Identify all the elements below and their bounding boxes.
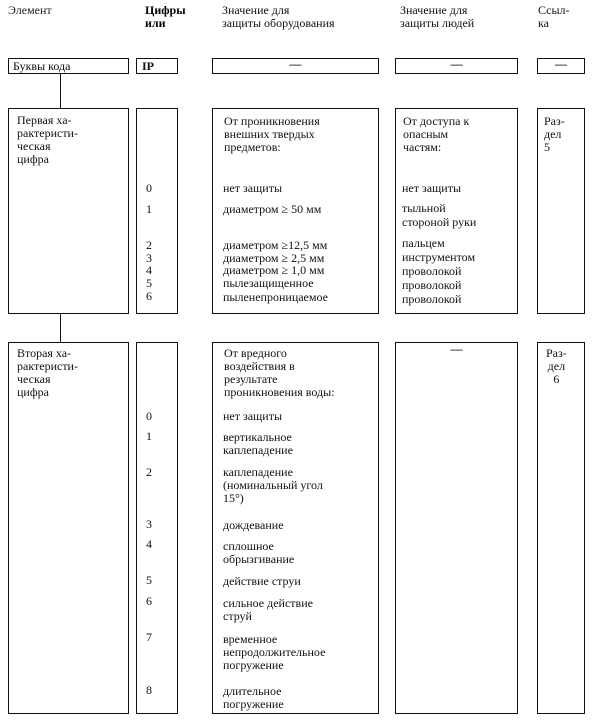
code-people-box	[395, 58, 518, 74]
first-row-4-equipment: диаметром ≥ 1,0 мм	[223, 263, 325, 277]
first-element-box	[8, 108, 129, 314]
header-people: Значение для защиты людей	[400, 3, 475, 30]
second-people-dash: —	[450, 342, 463, 356]
first-row-5-digit: 5	[146, 276, 152, 290]
first-row-5-people: проволокой	[402, 278, 462, 292]
second-element-text: Вторая ха- рактеристи- ческая цифра	[17, 346, 78, 399]
second-reference-text: Раз- дел 6	[546, 346, 567, 386]
code-element-box	[8, 58, 129, 74]
connector-line-2	[60, 314, 61, 342]
first-row-6-digit: 6	[146, 289, 152, 303]
second-people-box	[395, 342, 518, 714]
first-row-2-equipment: диаметром ≥12,5 мм	[223, 238, 328, 252]
code-reference-box	[537, 58, 585, 74]
second-row-1-equipment: вертикальное каплепадение	[223, 430, 293, 457]
first-row-0-equipment: нет защиты	[223, 181, 283, 195]
first-row-4-people: проволокой	[402, 264, 462, 278]
second-row-0-equipment: нет защиты	[223, 409, 283, 423]
code-reference-dash: —	[555, 57, 567, 71]
second-row-3-equipment: дождевание	[223, 518, 284, 532]
first-row-2-digit: 2	[146, 238, 152, 252]
second-row-7-equipment: временное непродолжительное погружение	[223, 632, 326, 672]
first-row-3-people: инструментом	[402, 250, 476, 264]
second-row-6-equipment: сильное действие струй	[223, 596, 313, 623]
header-digits: Цифры или	[145, 3, 186, 30]
second-row-2-equipment: каплепадение (номинальный угол 15°)	[223, 465, 323, 505]
first-row-1-equipment: диаметром ≥ 50 мм	[223, 202, 322, 216]
code-digits-box	[136, 58, 178, 74]
header-element: Элемент	[8, 3, 52, 17]
first-people-intro: От доступа к опасным частям:	[403, 114, 470, 154]
second-row-2-digit: 2	[146, 465, 152, 479]
first-row-0-people: нет защиты	[402, 181, 462, 195]
connector-line-1	[60, 74, 61, 108]
code-equipment-dash: —	[289, 57, 302, 71]
second-row-4-digit: 4	[146, 537, 152, 551]
first-row-4-digit: 4	[146, 263, 152, 277]
first-row-5-equipment: пылезащищенное	[223, 276, 314, 290]
first-reference-text: Раз- дел 5	[544, 114, 565, 154]
first-reference-box	[537, 108, 585, 314]
second-row-5-equipment: действие струи	[223, 574, 301, 588]
first-row-6-equipment: пыленепроницаемое	[223, 290, 328, 304]
first-row-3-equipment: диаметром ≥ 2,5 мм	[223, 251, 325, 265]
code-element-text: Буквы кода	[13, 59, 71, 73]
first-row-1-people: тыльной стороной руки	[402, 201, 477, 229]
second-row-8-equipment: длительное погружение	[223, 684, 284, 711]
second-row-4-equipment: сплошное обрызгивание	[223, 539, 295, 566]
second-element-box	[8, 342, 129, 714]
second-row-6-digit: 6	[146, 594, 152, 608]
code-equipment-box	[212, 58, 379, 74]
second-row-7-digit: 7	[146, 630, 152, 644]
second-row-3-digit: 3	[146, 517, 152, 531]
first-row-3-digit: 3	[146, 251, 152, 265]
first-row-0-digit: 0	[146, 181, 152, 195]
header-reference: Ссыл- ка	[538, 3, 570, 30]
second-row-1-digit: 1	[146, 429, 152, 443]
first-row-2-people: пальцем	[402, 236, 445, 250]
code-people-dash: —	[450, 57, 463, 71]
first-row-6-people: проволокой	[402, 292, 462, 306]
second-equipment-intro: От вредного воздействия в результате проникновения воды:	[224, 346, 335, 399]
first-row-1-digit: 1	[146, 202, 152, 216]
first-equipment-intro: От проникновения внешних твердых предметов:	[224, 114, 320, 154]
first-element-text: Первая ха- рактеристи- ческая цифра	[17, 113, 78, 166]
second-row-5-digit: 5	[146, 573, 152, 587]
code-digits-text: IP	[142, 59, 154, 73]
header-equipment: Значение для защиты оборудования	[222, 3, 335, 30]
second-row-8-digit: 8	[146, 683, 152, 697]
second-row-0-digit: 0	[146, 409, 152, 423]
second-reference-box	[537, 342, 585, 714]
